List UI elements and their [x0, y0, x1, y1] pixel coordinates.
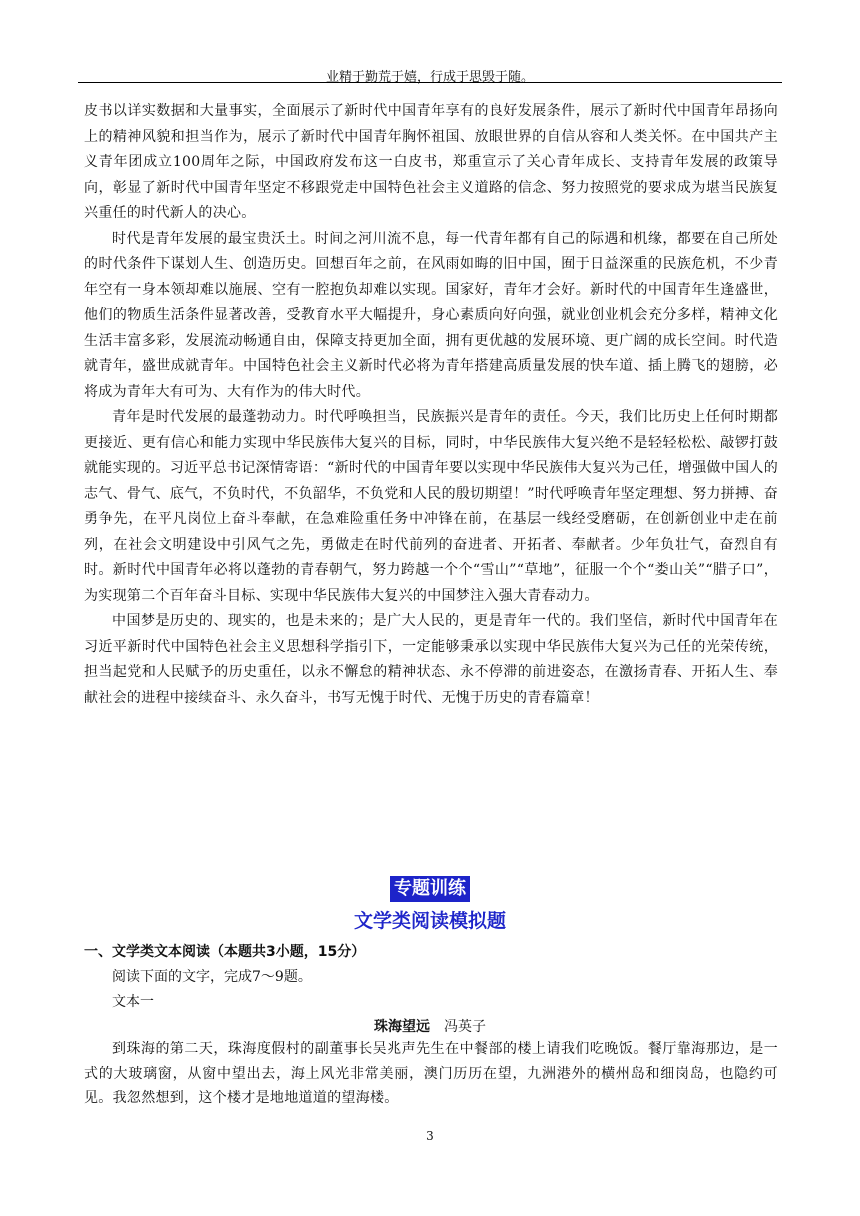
text-label: 文本一 [112, 994, 154, 1010]
question-heading: 一、文学类文本阅读（本题共3小题，15分） [84, 944, 366, 960]
essay-paragraph: 青年是时代发展的最蓬勃动力。时代呼唤担当，民族振兴是青年的责任。今天，我们比历史上任何时期都更接近、更有信心和能力实现中华民族伟大复兴的目标，同时，中华民族伟大复兴绝不是轻轻松松、敲锣打鼓就能实现的。习近平总书记深情寄语：“新时代的中国青年要以实现中华民族伟大复兴为己任，增强做中国人的志气、骨气、底气，不负时代，不负韶华，不负党和人民的殷切期望！”时代呼唤青年坚定理想、努力拼搏、奋勇争先，在平凡岗位上奋斗奉献，在急难险重任务中冲锋在前，在基层一线经受磨砺，在创新创业中走在前列，在社会文明建设中引风气之先，勇做走在时代前列的奋进者、开拓者、奉献者。少年负壮气，奋烈自有时。新时代中国青年必将以蓬勃的青春朝气，努力跨越一个个“雪山”“草地”，征服一个个“娄山关”“腊子口”，为实现第二个百年奋斗目标、实现中华民族伟大复兴的中国梦注入强大青春动力。 [84, 409, 778, 604]
article-title: 珠海望远 [374, 1019, 430, 1035]
article-body [84, 1037, 778, 1111]
essay-paragraph: 皮书以详实数据和大量事实，全面展示了新时代中国青年享有的良好发展条件，展示了新时代中国青年昂扬向上的精神风貌和担当作为，展示了新时代中国青年胸怀祖国、放眼世界的自信从容和人类关怀。在中国共产主义青年团成立100周年之际，中国政府发布这一白皮书，郑重宣示了关心青年成长、支持青年发展的政策导向，彰显了新时代中国青年坚定不移跟党走中国特色社会主义道路的信念、努力按照党的要求成为堪当民族复兴重任的时代新人的决心。 [84, 103, 778, 221]
essay-paragraph: 中国梦是历史的、现实的，也是未来的；是广大人民的，更是青年一代的。我们坚信，新时代中国青年在习近平新时代中国特色社会主义思想科学指引下，一定能够秉承以实现中华民族伟大复兴为己任的光荣传统，担当起党和人民赋予的历史重任，以永不懈怠的精神状态、永不停滞的前进姿态，在激扬青春、开拓人生、奉献社会的进程中接续奋斗、永久奋斗，书写无愧于时代、无愧于历史的青春篇章！ [84, 613, 778, 706]
header-divider [78, 82, 782, 83]
page-header-motto: 业精于勤荒于嬉，行成于思毁于随。 [325, 70, 534, 85]
section-title: 文学类阅读模拟题 [353, 910, 506, 932]
section-tag-wrap [0, 876, 860, 902]
article-author: 冯英子 [444, 1019, 486, 1035]
essay-paragraph: 时代是青年发展的最宝贵沃土。时间之河川流不息，每一代青年都有自己的际遇和机缘，都要在自己所处的时代条件下谋划人生、创造历史。回想百年之前，在风雨如晦的旧中国，囿于日益深重的民族危机，不少青年空有一身本领却难以施展、空有一腔抱负却难以实现。国家好，青年才会好。新时代的中国青年生逢盛世，他们的物质生活条件显著改善，受教育水平大幅提升，身心素质向好向强，就业创业机会充分多样，精神文化生活丰富多彩，发展流动畅通自由，保障支持更加全面，拥有更优越的发展环境、更广阔的成长空间。时代造就青年，盛世成就青年。中国特色社会主义新时代必将为青年搭建高质量发展的快车道、插上腾飞的翅膀，必将成为青年大有可为、大有作为的伟大时代。 [84, 230, 778, 400]
article-paragraph: 到珠海的第二天，珠海度假村的副董事长吴兆声先生在中餐部的楼上请我们吃晚饭。餐厅靠海那边，是一式的大玻璃窗，从窗中望出去，海上风光非常美丽，澳门历历在望，九洲港外的横州岛和细岗岛，也隐约可见。我忽然想到，这个楼才是地地道道的望海楼。 [84, 1041, 778, 1106]
page-number: 3 [426, 1129, 434, 1143]
article-heading [0, 1016, 860, 1036]
essay-body [84, 99, 778, 711]
section-tag: 专题训练 [390, 876, 470, 902]
reading-instruction: 阅读下面的文字，完成7～9题。 [112, 969, 312, 985]
